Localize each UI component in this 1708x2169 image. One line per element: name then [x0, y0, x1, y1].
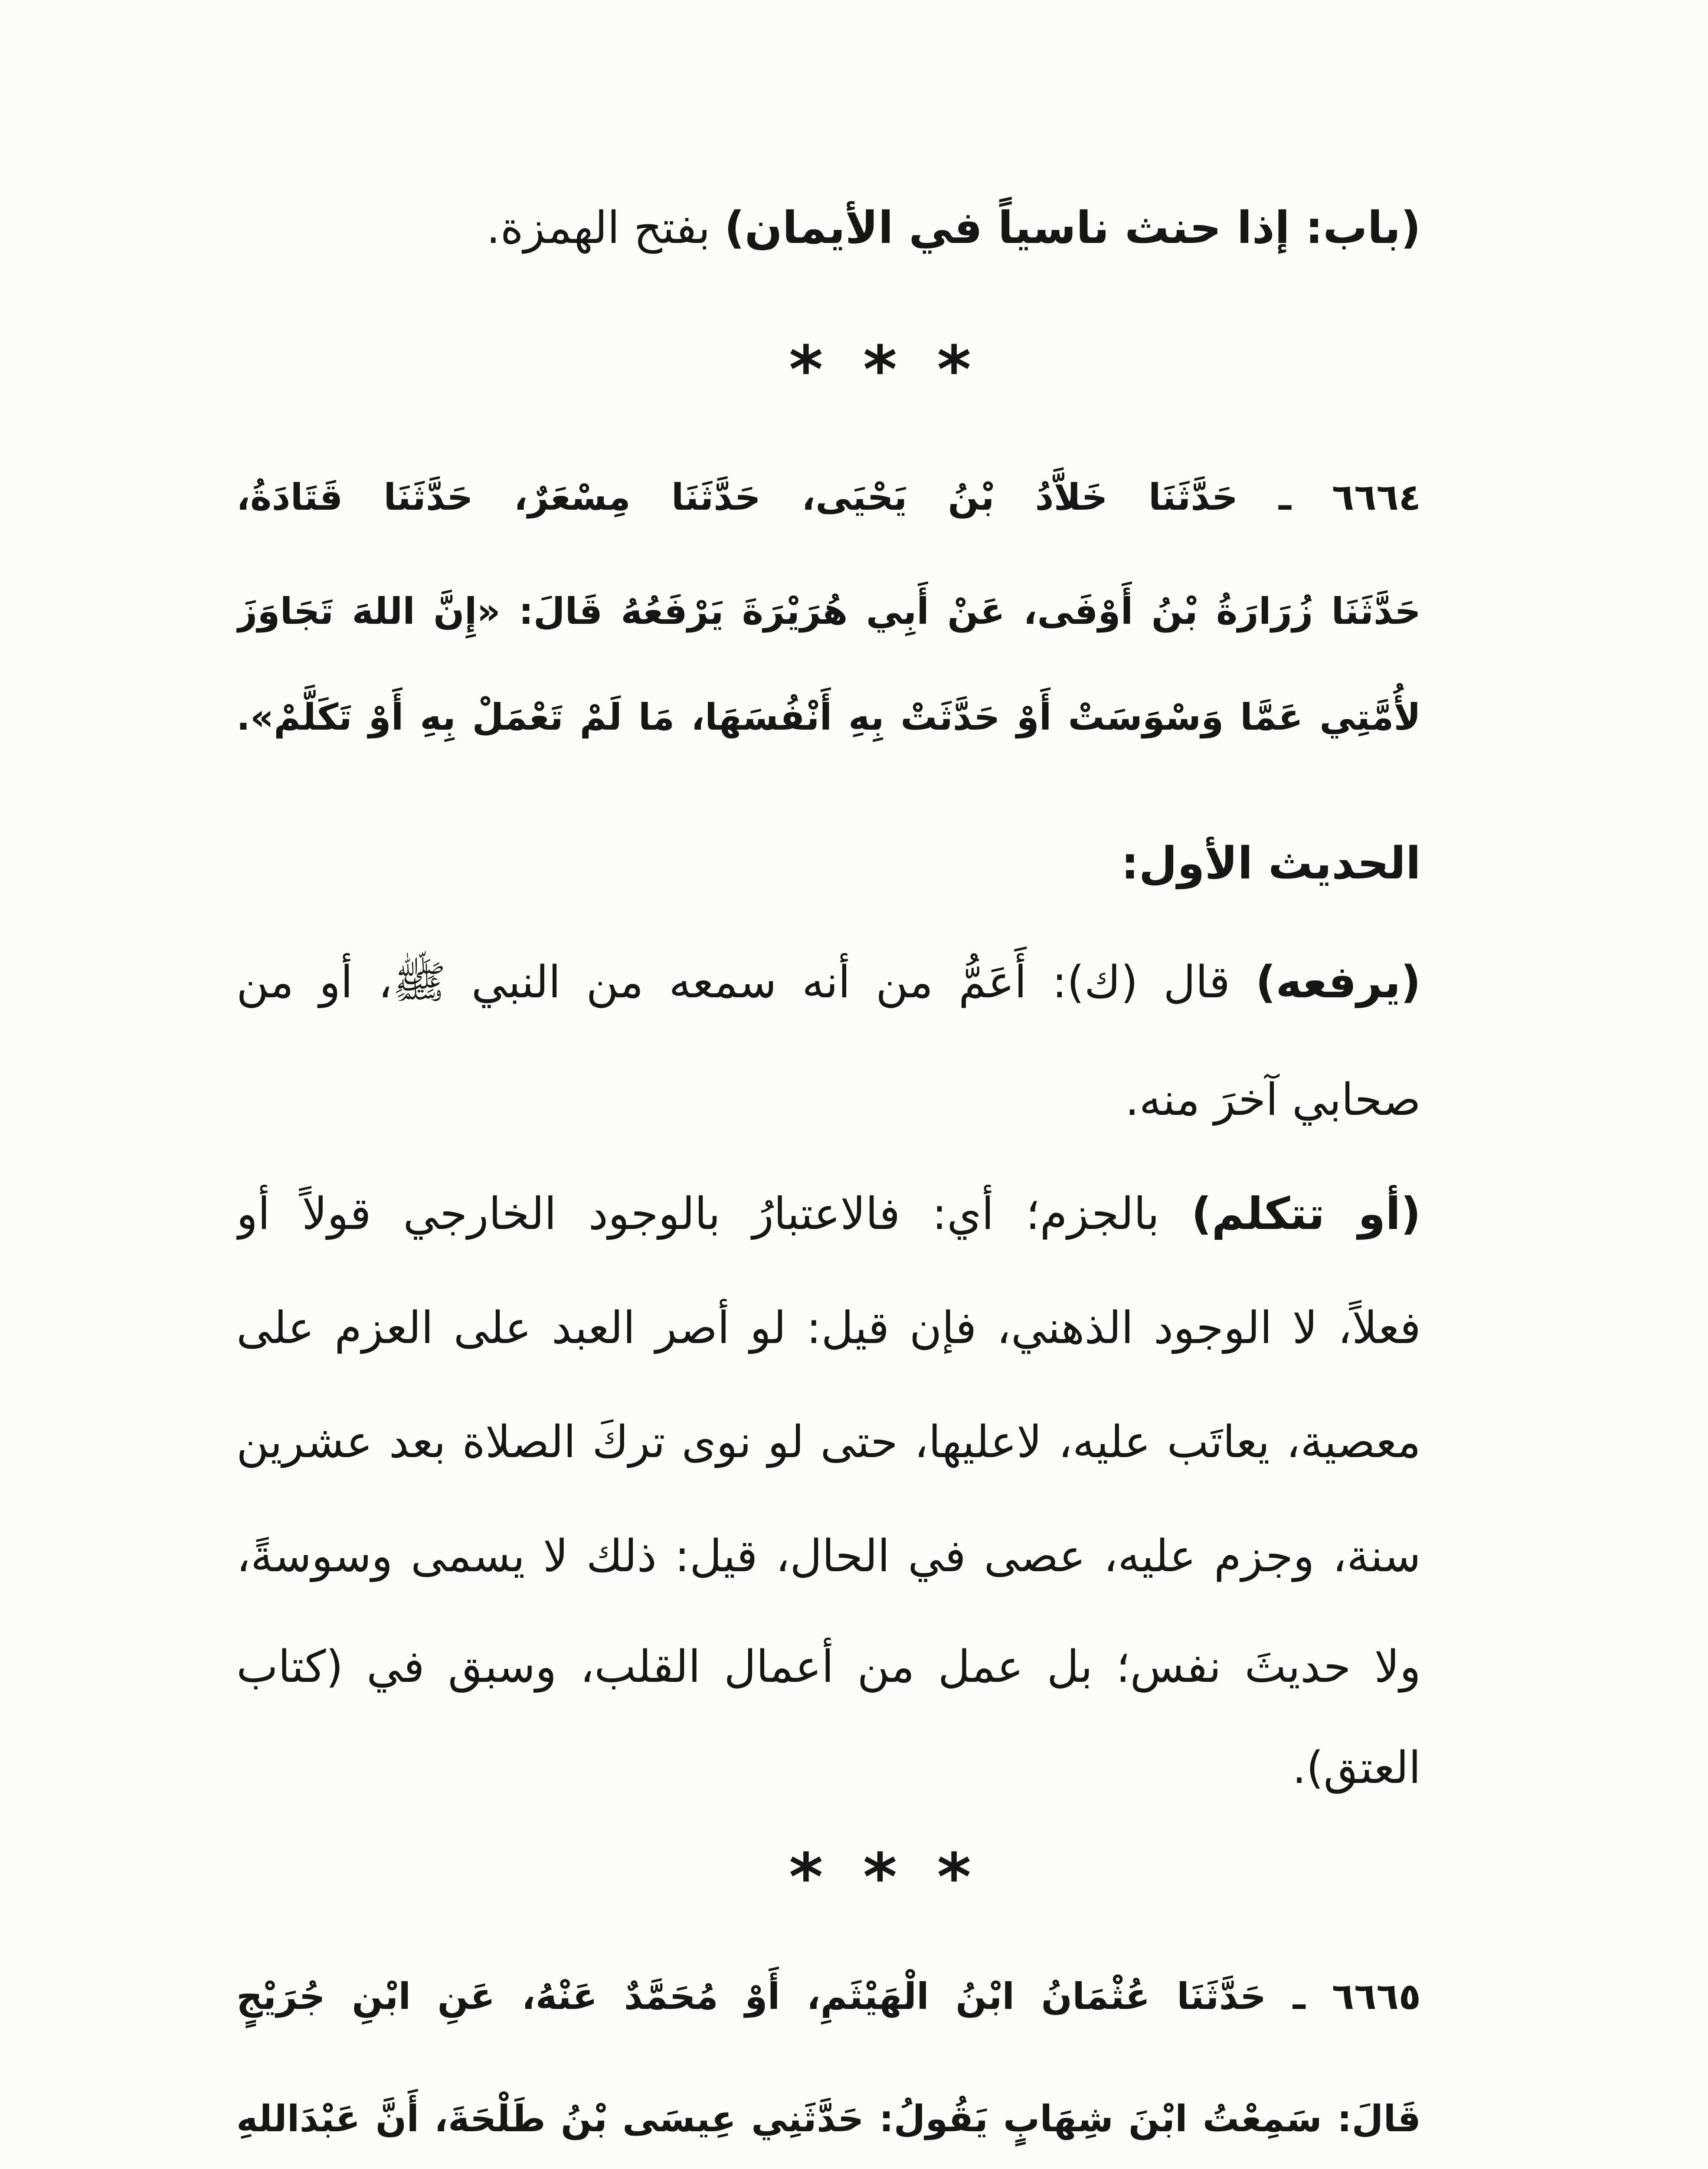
commentary-2-line-3	[236, 1382, 1421, 1503]
commentary-2-line-4	[236, 1496, 1421, 1617]
hadith-6665-line-2	[236, 2058, 1421, 2169]
commentary-text: فعلاً، لا الوجود الذهني، فإن قيل: لو أصر العبد على العزم على	[236, 1302, 1421, 1354]
chapter-quoted-title: (باب: إذا حنث ناسياً في الأيمان)	[724, 202, 1421, 254]
commentary-2-line-2	[236, 1268, 1421, 1389]
hadith-text: ٦٦٦٤ ـ حَدَّثَنَا خَلاَّدُ بْنُ يَحْيَى، حَدَّثَنَا مِسْعَرٌ، حَدَّثَنَا قَتَادَةُ،	[236, 476, 1421, 518]
commentary-text	[236, 957, 1421, 1008]
separator-stars: * * *	[789, 332, 971, 408]
section-heading	[236, 803, 1421, 924]
quoted-term: (يرفعه)	[1255, 957, 1421, 1008]
commentary-body: بالجزم؛ أي: فالاعتبارُ بالوجود الخارجي قولاً أو	[236, 1188, 1191, 1240]
chapter-note-comment: بفتح الهمزة.	[486, 202, 725, 254]
commentary-body: قال (ك): أَعَمُّ من أنه سمعه من النبي ﷺ، أو من	[236, 957, 1256, 1008]
hadith-6664-line-3	[236, 656, 1421, 778]
quoted-term: (أو تتكلم)	[1191, 1188, 1421, 1240]
chapter-note-text	[486, 202, 1421, 254]
chapter-note-line	[236, 167, 1421, 289]
section-separator-bottom	[707, 1797, 1054, 1919]
hadith-text: لأُمَّتِي عَمَّا وَسْوَسَتْ أَوْ حَدَّثَتْ بِهِ أَنْفُسَهَا، مَا لَمْ تَعْمَلْ بِهِ أَوْ تَكَلَّمْ».	[236, 696, 1421, 738]
section-separator-top	[707, 290, 1054, 411]
commentary-1-line-2	[236, 1039, 1421, 1161]
commentary-text: ولا حديثَ نفس؛ بل عمل من أعمال القلب، وسبق في (كتاب	[236, 1641, 1421, 1693]
hadith-text: حَدَّثَنَا زُرَارَةُ بْنُ أَوْفَى، عَنْ أَبِي هُرَيْرَةَ يَرْفَعُهُ قَالَ: «إِنَّ اللهَ تَجَاوَزَ	[236, 590, 1421, 632]
commentary-text: صحابي آخرَ منه.	[1125, 1074, 1421, 1126]
commentary-text: العتق).	[1292, 1742, 1421, 1794]
commentary-1-line-1	[236, 922, 1421, 1043]
hadith-text: قَالَ: سَمِعْتُ ابْنَ شِهَابٍ يَقُولُ: حَدَّثَنِي عِيسَى بْنُ طَلْحَةَ، أَنَّ عَبْدَاللهِ	[236, 2097, 1421, 2140]
hadith-6664-line-2	[236, 550, 1421, 672]
section-heading-text: الحديث الأول:	[1121, 838, 1421, 889]
hadith-text: ٦٦٦٥ ـ حَدَّثَنَا عُثْمَانُ ابْنُ الْهَيْثَمِ، أَوْ مُحَمَّدٌ عَنْهُ، عَنِ ابْنِ جُرَيْجٍ	[236, 1975, 1421, 2018]
commentary-text	[236, 1188, 1421, 1240]
separator-stars: * * *	[789, 1840, 971, 1915]
commentary-2-line-1	[236, 1153, 1421, 1275]
commentary-text: سنة، وجزم عليه، عصى في الحال، قيل: ذلك لا يسمى وسوسةً،	[236, 1530, 1421, 1582]
hadith-6665-line-1	[236, 1936, 1421, 2057]
commentary-text: معصية، يعاتَب عليه، لاعليها، حتى لو نوى تركَ الصلاة بعد عشرين	[236, 1416, 1421, 1468]
hadith-6664-line-1	[236, 436, 1421, 558]
